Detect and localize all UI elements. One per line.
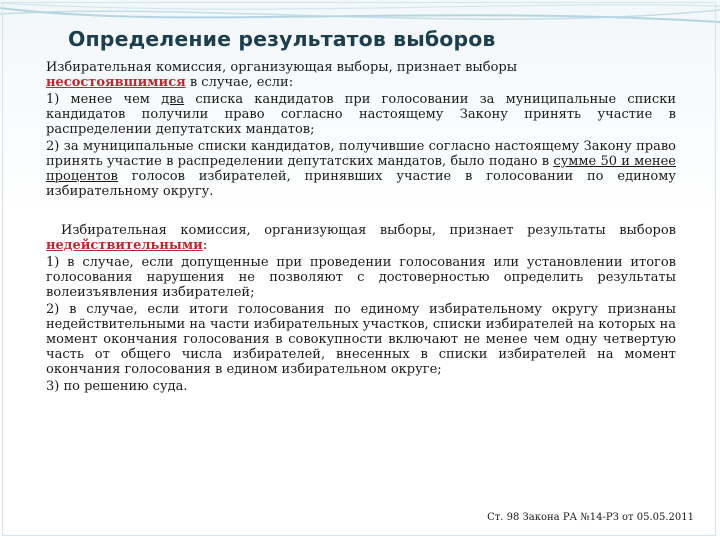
section1-item-2 [46, 139, 676, 199]
section1-item2-underlined: сумме 50 и менее процентов [46, 154, 676, 184]
section1-line1: Избирательная комиссия, организующая выборы, признает выборы [46, 60, 518, 75]
invalid-results-term: недействительными [46, 238, 203, 253]
section2-intro-text: Избирательная комиссия, организующая выборы, признает результаты выборов [61, 223, 676, 238]
section2-item-3: 3) по решению суда. [46, 379, 188, 394]
section1-item2-text-a: 2) за муниципальные списки кандидатов, получившие согласно настоящему Закону право принять участие в распределении депутатских мандатов, было подано в [46, 139, 676, 169]
section-gap [46, 201, 676, 223]
failed-elections-term: несостоявшимися [46, 75, 186, 90]
section2-item-2: 2) в случае, если итоги голосования по единому избирательному округу признаны недействительными на части избирательных участков, списки избирателей на которых на момент окончания голосования в совокупности включают не менее чем одну четвертую часть от общего числа избирателей, внесенных в списки избирателей на момент окончания голосования в едином избирательном округе; [46, 302, 676, 377]
section1-item1-underlined: два [161, 92, 185, 107]
section2-item-1: 1) в случае, если допущенные при проведении голосования или установлении итогов голосования нарушения не позволяют с достоверностью определить результаты волеизъявления избирателей; [46, 255, 676, 300]
section1-line1-tail: в случае, если: [185, 75, 294, 90]
section1-item1-text-a: 1) менее чем [46, 92, 162, 107]
section1-item2-text-b: голосов избирателей, принявших участие в голосовании по единому избирательному округу. [46, 169, 676, 199]
section1-item1-text-b: списка кандидатов при голосовании за муниципальные списки кандидатов получили право согласно настоящему Закону принять участие в распределении депутатских мандатов; [46, 92, 676, 137]
slide-title: Определение результатов выборов [68, 27, 496, 51]
law-reference-footnote: Ст. 98 Закона РА №14-РЗ от 05.05.2011 [487, 512, 694, 523]
body-text [46, 60, 676, 396]
section2-intro [46, 223, 676, 253]
section2-intro-tail: : [202, 238, 208, 253]
section1-intro [46, 60, 676, 90]
section1-item-1 [46, 92, 676, 137]
